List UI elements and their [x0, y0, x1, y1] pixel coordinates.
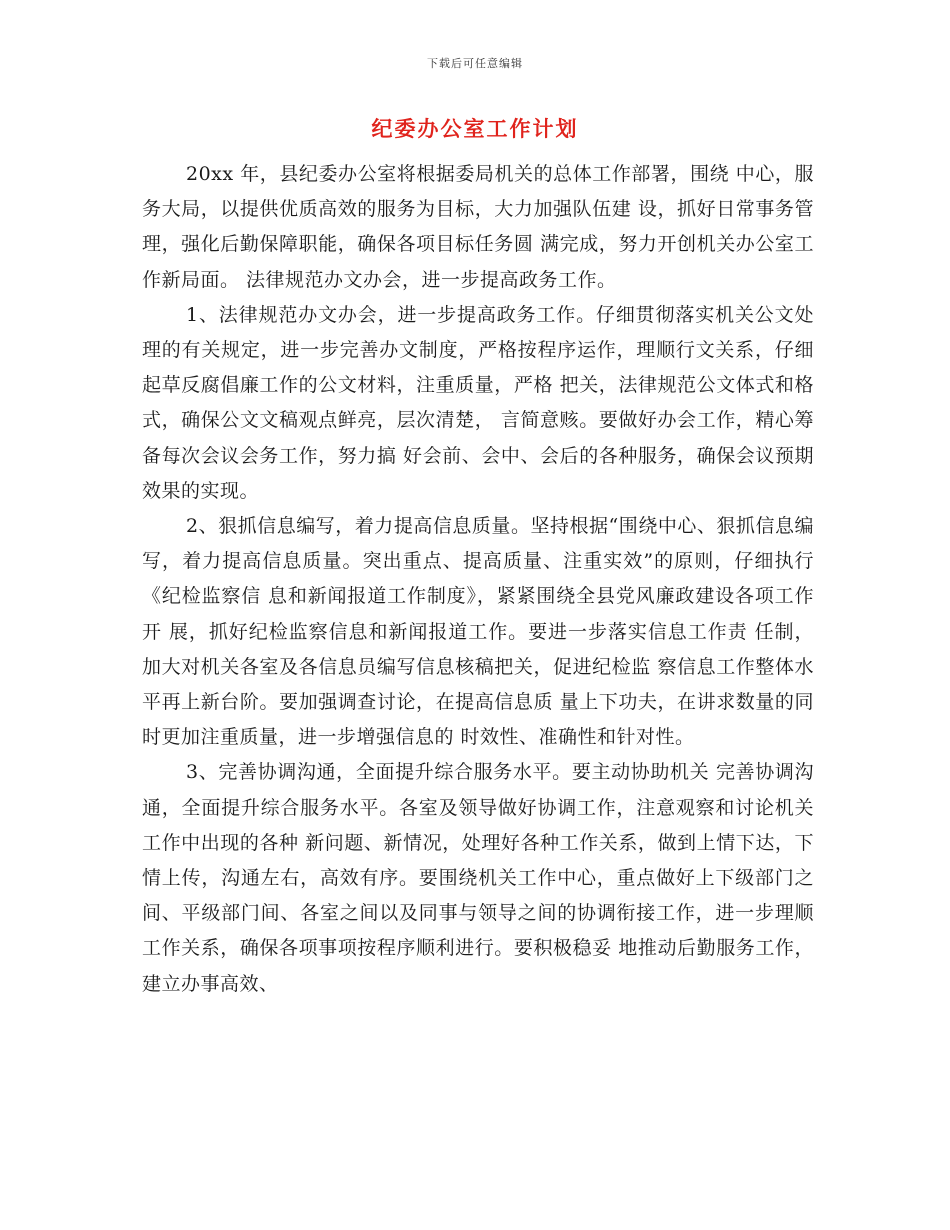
page-title: 纪委办公室工作计划	[371, 116, 579, 141]
header-note: 下载后可任意编辑	[427, 57, 523, 70]
paragraph-3: 3、完善协调沟通，全面提升综合服务水平。要主动协助机关 完善协调沟通，全面提升综合服务水平。各室及领导做好协调工作，注意观察和讨论机关工作中出现的各种 新问题、新情况，处理好各种工作关系，做到上情下达，下情上传，沟通左右，高效有序。要围绕机关工作中心，重点做好上下级部门之间、平级部门间、各室之间以及同事与领导之间的协调衔接工作，进一步理顺工作关系，确保各项事项按程序顺利进行。要积极稳妥 地推动后勤服务工作，建立办事高效、	[142, 761, 814, 995]
paragraph-1: 1、法律规范办文办会，进一步提高政务工作。仔细贯彻落实机关公文处理的有关规定，进一步完善办文制度，严格按程序运作，理顺行文关系，仔细起草反腐倡廉工作的公文材料，注重质量，严格 把关，法律规范公文体式和格式，确保公文文稿观点鲜亮，层次清楚， 言简意赅。要做好办会工作，精心筹备每次会议会务工作，努力搞 好会前、会中、会后的各种服务，确保会议预期效果的实现。	[142, 303, 814, 502]
paragraph-intro: 20xx 年，县纪委办公室将根据委局机关的总体工作部署，围绕 中心，服务大局，以提供优质高效的服务为目标，大力加强队伍建 设，抓好日常事务管理，强化后勤保障职能，确保各项目标任务圆 满完成，努力开创机关办公室工作新局面。 法律规范办文办会，进一步提高政务工作。	[142, 163, 814, 291]
paragraph-2: 2、狠抓信息编写，着力提高信息质量。坚持根据“围绕中心、狠抓信息编写，着力提高信息质量。突出重点、提高质量、注重实效”的原则，仔细执行《纪检监察信 息和新闻报道工作制度》，紧紧围绕全县党风廉政建设各项工作开 展，抓好纪检监察信息和新闻报道工作。要进一步落实信息工作责 任制，加大对机关各室及各信息员编写信息核稿把关，促进纪检监 察信息工作整体水平再上新台阶。要加强调查讨论，在提高信息质 量上下功夫，在讲求数量的同时更加注重质量，进一步增强信息的 时效性、准确性和针对性。	[142, 515, 814, 749]
document-body	[142, 157, 814, 1002]
